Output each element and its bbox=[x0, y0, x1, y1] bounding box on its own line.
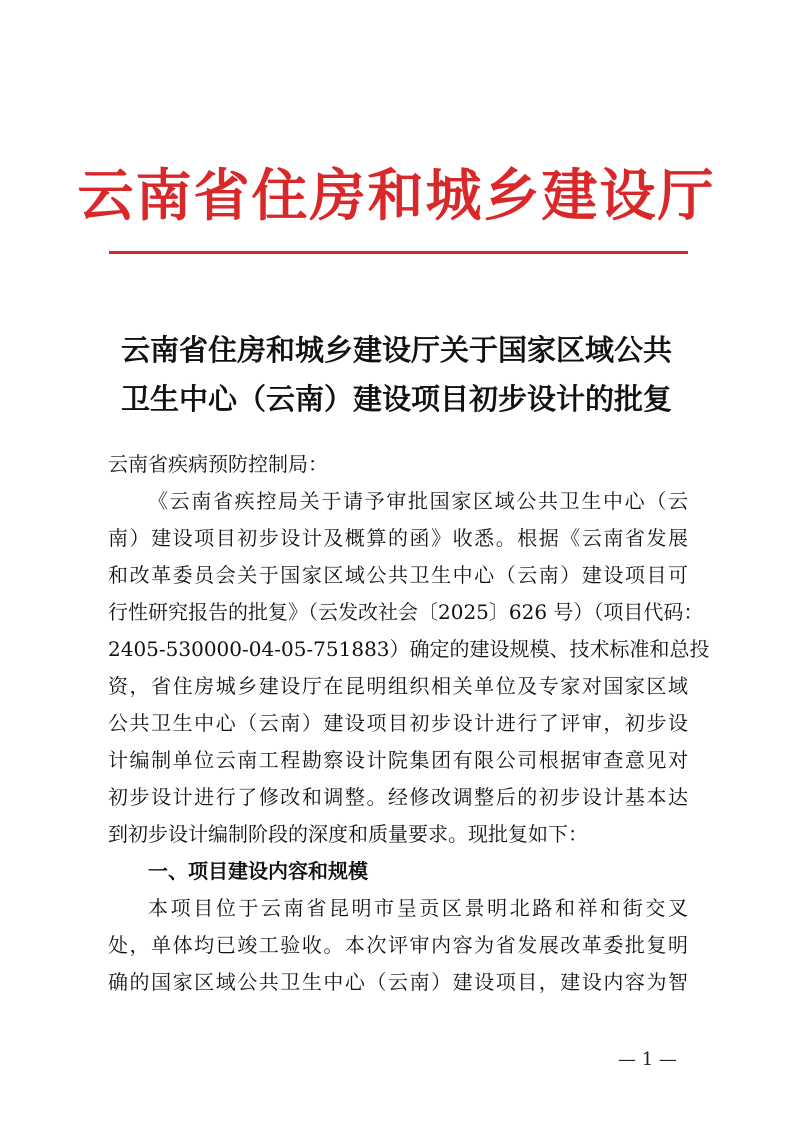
section-heading: 一、项目建设内容和规模 bbox=[148, 859, 368, 883]
paragraph-line: 本项目位于云南省昆明市呈贡区景明北路和祥和街交叉 bbox=[148, 896, 688, 920]
paragraph-line: 到初步设计编制阶段的深度和质量要求。现批复如下： bbox=[108, 822, 588, 846]
paragraph-line: 《云南省疾控局关于请予审批国家区域公共卫生中心（云 bbox=[148, 489, 688, 513]
paragraph-line: 计编制单位云南工程勘察设计院集团有限公司根据审查意见对 bbox=[108, 748, 688, 772]
paragraph-line: 资，省住房城乡建设厅在昆明组织相关单位及专家对国家区域 bbox=[108, 674, 688, 698]
document-title-line-2: 卫生中心（云南）建设项目初步设计的批复 bbox=[120, 382, 672, 416]
document-title bbox=[90, 326, 703, 424]
paragraph-line: 和改革委员会关于国家区域公共卫生中心（云南）建设项目可 bbox=[108, 563, 688, 587]
paragraph-line: 初步设计进行了修改和调整。经修改调整后的初步设计基本达 bbox=[108, 785, 688, 809]
paragraph-line: 2405-530000-04-05-751883）确定的建设规模、技术标准和总投 bbox=[108, 637, 710, 661]
page-number: — 1 — bbox=[618, 1049, 677, 1070]
paragraph-line: 确的国家区域公共卫生中心（云南）建设项目，建设内容为智 bbox=[108, 970, 688, 994]
paragraph-line: 处，单体均已竣工验收。本次评审内容为省发展改革委批复明 bbox=[108, 933, 688, 957]
letterhead-red-rule bbox=[109, 251, 688, 254]
document-title-line-1: 云南省住房和城乡建设厅关于国家区域公共 bbox=[120, 333, 672, 367]
paragraph-line: 南）建设项目初步设计及概算的函》收悉。根据《云南省发展 bbox=[108, 526, 688, 550]
paragraph-line: 行性研究报告的批复》（云发改社会〔2025〕626 号）（项目代码： bbox=[108, 600, 704, 624]
addressee: 云南省疾病预防控制局： bbox=[108, 452, 328, 476]
letterhead-org-name: 云南省住房和城乡建设厅 bbox=[77, 163, 716, 229]
paragraph-line: 公共卫生中心（云南）建设项目初步设计进行了评审，初步设 bbox=[108, 711, 688, 735]
